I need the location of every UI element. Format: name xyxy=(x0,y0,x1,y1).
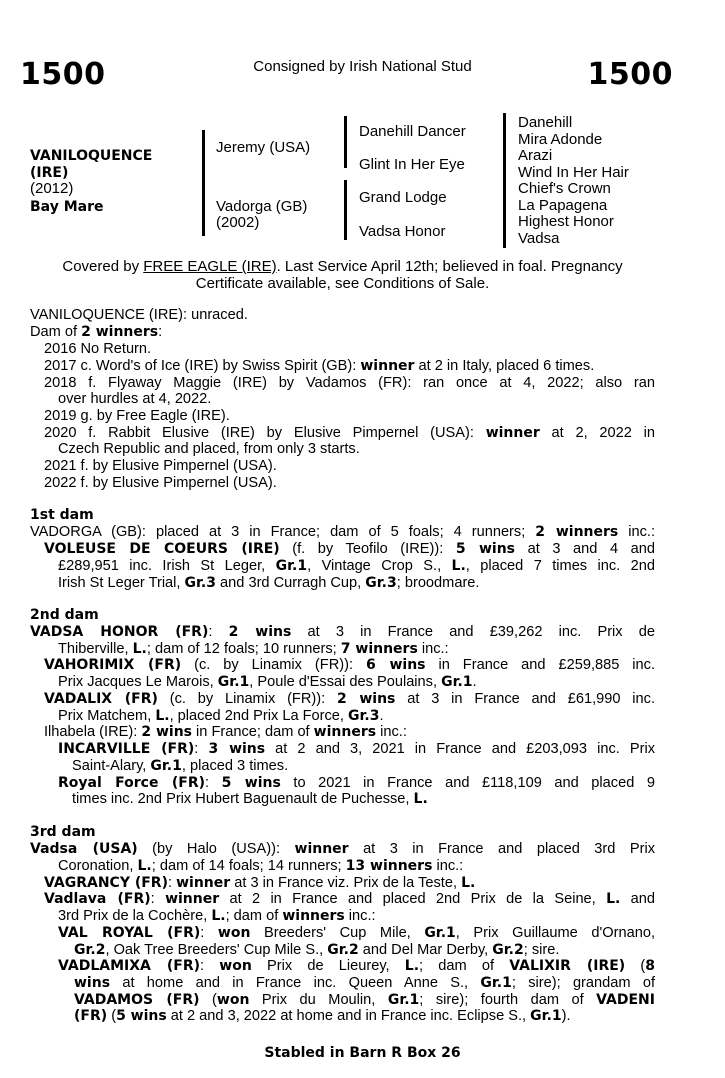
covered-line-1: Covered by FREE EAGLE (IRE). Last Service April 12th; believed in foal. Pregnancy xyxy=(62,258,623,275)
produce-2020: 2020 f. Rabbit Elusive (IRE) by Elusive Pimpernel (USA): winner at 2, 2022 in xyxy=(44,425,655,441)
second-dam-line-4: Prix Jacques Le Marois, Gr.1, Poule d'Essai des Poulains, Gr.1. xyxy=(58,674,477,690)
third-dam-line-8: VADLAMIXA (FR): won Prix de Lieurey, L.; dam of VALIXIR (IRE) (8 xyxy=(58,958,656,974)
produce-2017: 2017 c. Word's of Ice (IRE) by Swiss Spirit (GB): winner at 2 in Italy, placed 6 times. xyxy=(44,358,595,374)
lot-number-left: 1500 xyxy=(20,57,106,92)
second-dam-line-2: Thiberville, L.; dam of 12 foals; 10 runners; 7 winners inc.: xyxy=(58,641,449,657)
consignor: Consigned by Irish National Stud xyxy=(253,58,472,75)
third-dam-line-7: Gr.2, Oak Tree Breeders' Cup Mile S., Gr.2 and Del Mar Derby, Gr.2; sire. xyxy=(74,942,560,958)
gen3-7: Highest Honor xyxy=(518,213,614,230)
third-dam-line-9: wins at home and in France inc. Queen Anne S., Gr.1; sire); grandam of xyxy=(74,975,655,991)
dam-of-line: Dam of 2 winners: xyxy=(30,324,163,340)
third-dam-line-3: VAGRANCY (FR): winner at 3 in France viz. Prix de la Teste, L. xyxy=(44,875,476,891)
gen3-4: Wind In Her Hair xyxy=(518,163,629,181)
sire-sire: Danehill Dancer xyxy=(359,123,466,140)
second-dam-line-1: VADSA HONOR (FR): 2 wins at 3 in France and £39,262 inc. Prix de xyxy=(30,624,655,640)
third-dam-heading: 3rd dam xyxy=(30,824,96,840)
gen3-3: Arazi xyxy=(518,147,553,164)
produce-2020-cont: Czech Republic and placed, from only 3 starts. xyxy=(58,441,360,457)
dam-sire: Grand Lodge xyxy=(359,189,447,206)
dam-year: (2002) xyxy=(216,214,260,231)
gen3-8: Vadsa xyxy=(518,229,560,247)
third-dam-line-6: VAL ROYAL (FR): won Breeders' Cup Mile, Gr.1, Prix Guillaume d'Ornano, xyxy=(58,925,656,941)
dam-dam: Vadsa Honor xyxy=(359,223,446,240)
second-dam-line-8: INCARVILLE (FR): 3 wins at 2 and 3, 2021 in France and £203,093 inc. Prix xyxy=(58,741,656,757)
produce-2021: 2021 f. by Elusive Pimpernel (USA). xyxy=(44,458,277,474)
horse-sex: Bay Mare xyxy=(30,199,104,215)
produce-2022: 2022 f. by Elusive Pimpernel (USA). xyxy=(44,475,277,491)
second-dam-heading: 2nd dam xyxy=(30,607,99,623)
second-dam-line-7: Ilhabela (IRE): 2 wins in France; dam of winners inc.: xyxy=(44,724,407,740)
third-dam-line-5: 3rd Prix de la Cochère, L.; dam of winners inc.: xyxy=(58,908,376,924)
horse-year: (2012) xyxy=(30,180,74,197)
gen3-2: Mira Adonde xyxy=(518,130,603,148)
third-dam-line-2: Coronation, L.; dam of 14 foals; 14 runners; 13 winners inc.: xyxy=(58,858,464,874)
lot-number-right: 1500 xyxy=(587,57,673,92)
pedigree-divider-2a xyxy=(344,116,347,168)
horse-country: (IRE) xyxy=(30,165,69,181)
sire-dam: Glint In Her Eye xyxy=(359,156,465,173)
third-dam-line-1: Vadsa (USA) (by Halo (USA)): winner at 3 in France and placed 3rd Prix xyxy=(30,841,655,857)
dam: Vadorga (GB) xyxy=(216,198,308,215)
first-dam-line-4: Irish St Leger Trial, Gr.3 and 3rd Curragh Cup, Gr.3; broodmare. xyxy=(58,575,480,591)
produce-2018-cont: over hurdles at 4, 2022. xyxy=(58,391,212,407)
gen3-1: Danehill xyxy=(518,114,573,131)
second-dam-line-5: VADALIX (FR) (c. by Linamix (FR)): 2 wins at 3 in France and £61,990 inc. xyxy=(44,691,656,707)
produce-2016: 2016 No Return. xyxy=(44,341,152,357)
pedigree-divider-3 xyxy=(503,113,506,248)
produce-intro: VANILOQUENCE (IRE): unraced. xyxy=(30,307,248,323)
covered-line-2: Certificate available, see Conditions of Sale. xyxy=(195,275,490,292)
sire: Jeremy (USA) xyxy=(216,139,311,156)
first-dam-line-1: VADORGA (GB): placed at 3 in France; dam of 5 foals; 4 runners; 2 winners inc.: xyxy=(30,524,656,540)
pedigree-divider-2b xyxy=(344,180,347,240)
second-dam-line-3: VAHORIMIX (FR) (c. by Linamix (FR)): 6 wins in France and £259,885 inc. xyxy=(44,657,656,673)
second-dam-line-6: Prix Matchem, L., placed 2nd Prix La Force, Gr.3. xyxy=(58,708,384,724)
stabled-location: Stabled in Barn R Box 26 xyxy=(264,1045,461,1061)
produce-2018: 2018 f. Flyaway Maggie (IRE) by Vadamos (FR): ran once at 4, 2022; also ran xyxy=(44,375,655,391)
third-dam-line-10: VADAMOS (FR) (won Prix du Moulin, Gr.1; sire); fourth dam of VADENI xyxy=(74,992,655,1008)
second-dam-line-9: Saint-Alary, Gr.1, placed 3 times. xyxy=(72,758,289,774)
gen3-6: La Papagena xyxy=(518,196,608,214)
covering-stallion: FREE EAGLE (IRE) xyxy=(143,258,277,275)
third-dam-line-4: Vadlava (FR): winner at 2 in France and placed 2nd Prix de la Seine, L. and xyxy=(44,891,656,907)
first-dam-line-2: VOLEUSE DE COEURS (IRE) (f. by Teofilo (IRE)): 5 wins at 3 and 4 and xyxy=(44,541,655,557)
gen3-list xyxy=(518,115,629,247)
first-dam-heading: 1st dam xyxy=(30,507,94,523)
horse-name: VANILOQUENCE xyxy=(30,148,153,164)
produce-2019: 2019 g. by Free Eagle (IRE). xyxy=(44,408,230,424)
pedigree-divider-1 xyxy=(202,130,205,236)
gen3-5: Chief's Crown xyxy=(518,180,611,197)
third-dam-line-11: (FR) (5 wins at 2 and 3, 2022 at home and in France inc. Eclipse S., Gr.1). xyxy=(74,1008,571,1024)
first-dam-line-3: £289,951 inc. Irish St Leger, Gr.1, Vintage Crop S., L., placed 7 times inc. 2nd xyxy=(58,558,656,574)
second-dam-line-10: Royal Force (FR): 5 wins to 2021 in France and £118,109 and placed 9 xyxy=(58,775,656,791)
second-dam-line-11: times inc. 2nd Prix Hubert Baguenault de Puchesse, L. xyxy=(72,791,428,807)
